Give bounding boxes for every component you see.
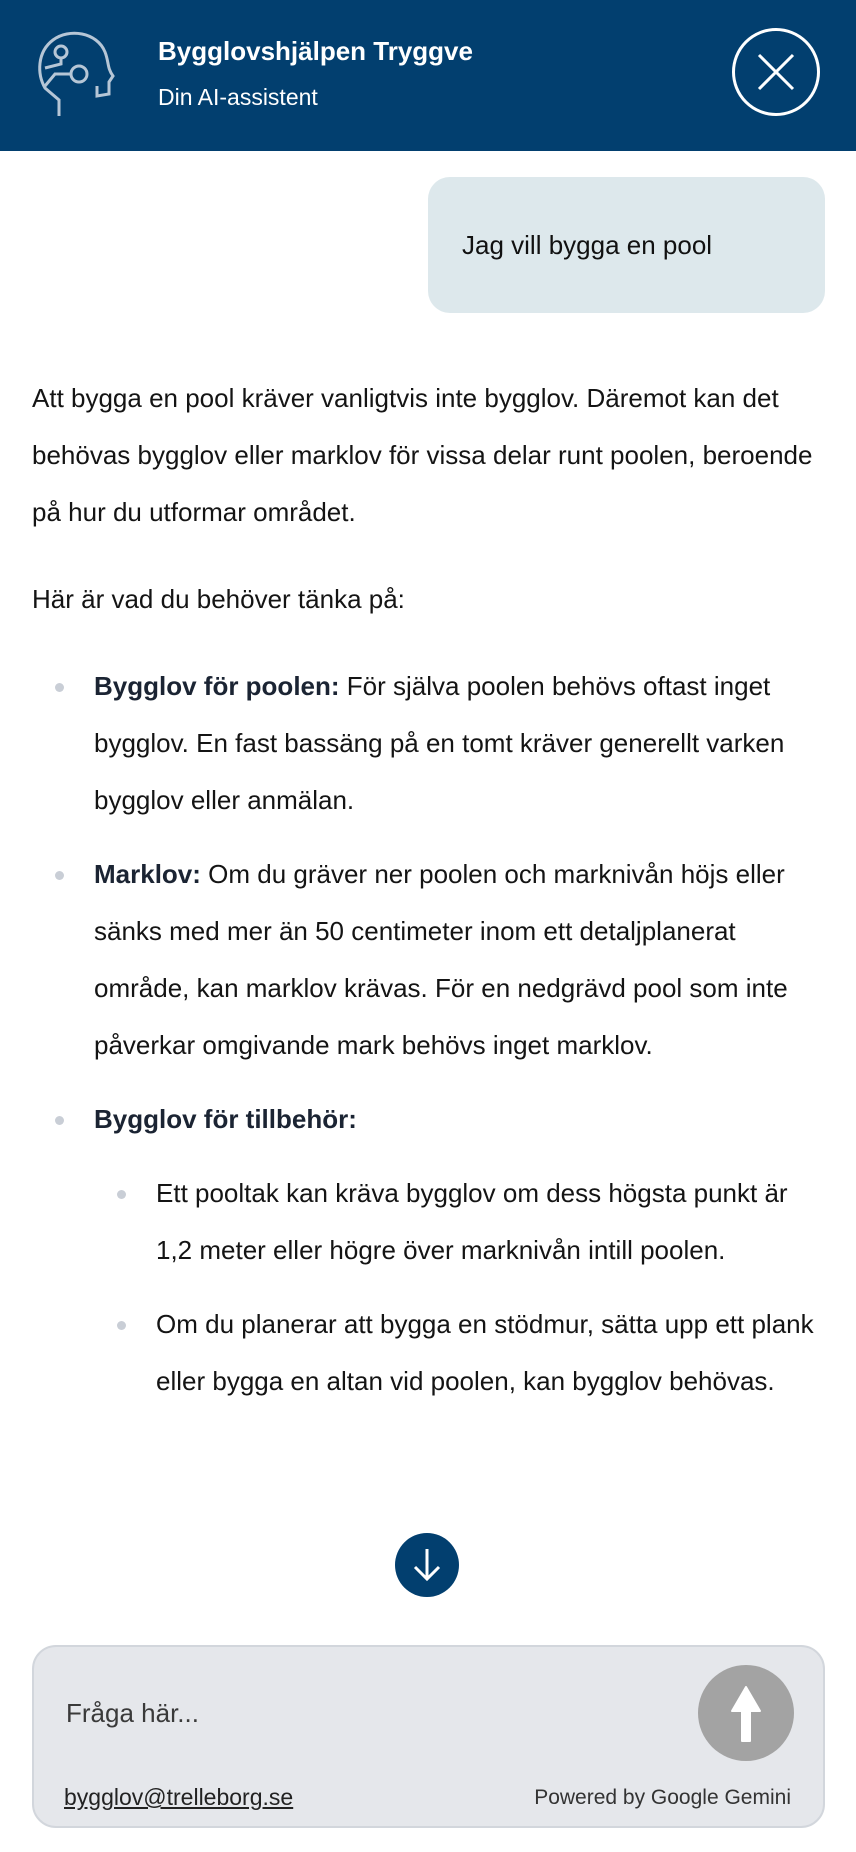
advice-list <box>32 658 822 1410</box>
lead-paragraph: Här är vad du behöver tänka på: <box>32 584 405 614</box>
assistant-subtitle: Din AI-assistent <box>158 84 318 110</box>
arrow-up-icon <box>722 1683 770 1745</box>
chat-header <box>0 0 856 151</box>
sub-list-item: Om du planerar att bygga en stödmur, sätta upp ett plank eller bygga en altan vid poolen, kan bygglov behövas. <box>94 1296 822 1410</box>
list-item <box>32 1091 822 1410</box>
item-text: Om du gräver ner poolen och marknivån höjs eller sänks med mer än 50 centimeter inom ett detaljplanerat område, kan marklov krävas. För en nedgrävd pool som inte påverkar omgivande mark behövs inget marklov. <box>94 859 788 1060</box>
intro-paragraph: Att bygga en pool kräver vanligtvis inte bygglov. Däremot kan det behövas bygglov eller marklov för vissa delar runt poolen, beroende på hur du utformar området. <box>32 383 813 527</box>
item-title: Bygglov för tillbehör: <box>94 1104 357 1134</box>
arrow-down-icon <box>411 1547 443 1583</box>
list-item <box>32 658 822 829</box>
close-button[interactable] <box>732 28 820 116</box>
item-title: Marklov: <box>94 859 201 889</box>
close-icon <box>755 51 797 93</box>
assistant-message <box>32 370 822 1427</box>
scroll-to-bottom-button[interactable] <box>395 1533 459 1597</box>
send-button[interactable] <box>698 1665 794 1761</box>
question-input[interactable] <box>64 1687 648 1739</box>
sub-list-item: Ett pooltak kan kräva bygglov om dess högsta punkt är 1,2 meter eller högre över marknivån intill poolen. <box>94 1165 822 1279</box>
item-text: För själva poolen behövs oftast inget bygglov. En fast bassäng på en tomt kräver generellt varken bygglov eller anmälan. <box>94 671 785 815</box>
ai-head-icon <box>33 30 123 120</box>
composer <box>32 1645 825 1828</box>
sub-list <box>94 1165 822 1410</box>
list-item <box>32 846 822 1074</box>
assistant-title: Bygglovshjälpen Tryggve <box>158 36 473 66</box>
powered-by-label: Powered by Google Gemini <box>534 1786 791 1809</box>
user-message: Jag vill bygga en pool <box>428 177 825 313</box>
item-title: Bygglov för poolen: <box>94 671 340 701</box>
email-link[interactable]: bygglov@trelleborg.se <box>64 1784 294 1810</box>
